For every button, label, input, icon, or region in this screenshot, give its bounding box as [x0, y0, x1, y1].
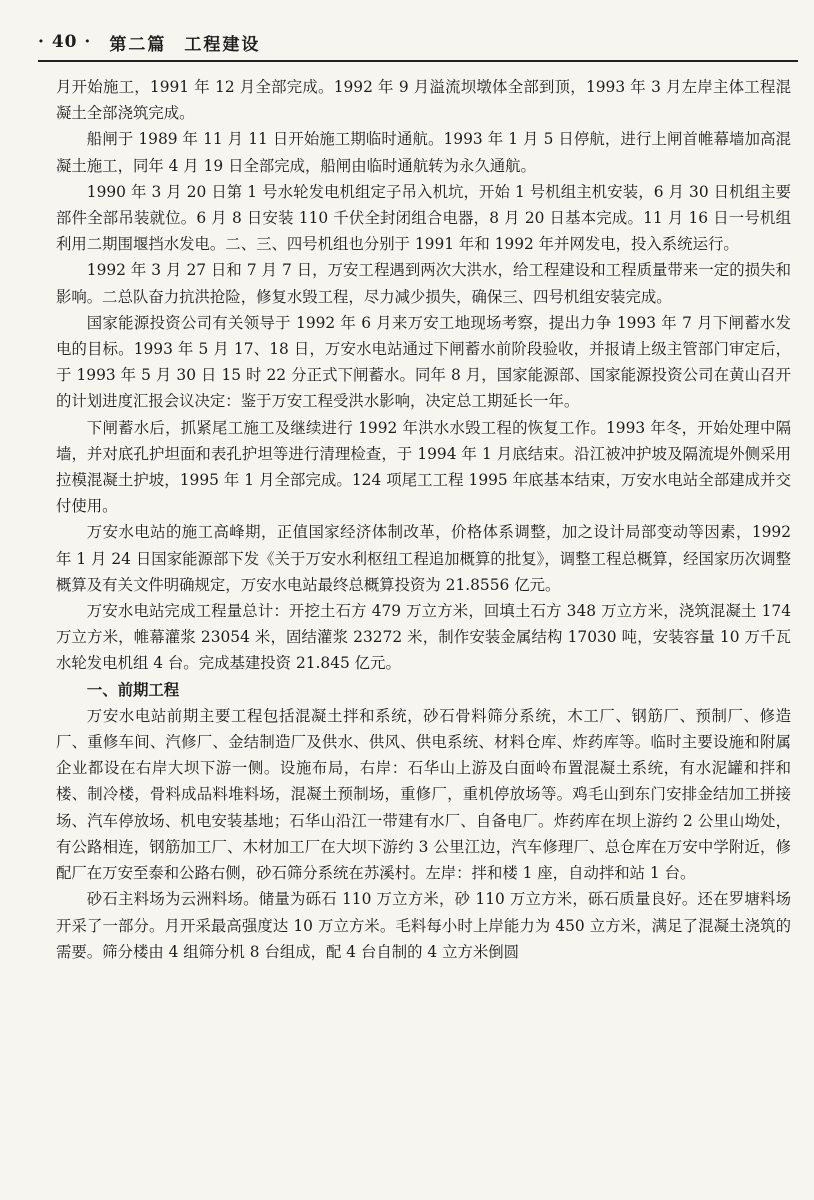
- page-header: [38, 24, 778, 60]
- paragraph: 船闸于 1989 年 11 月 11 日开始施工期临时通航。1993 年 1 月 5 日停航，进行上闸首帷幕墙加高混凝土施工，同年 4 月 19 日全部完成，船闸由临时通航转为永久通航。: [56, 130, 791, 175]
- paragraph: 万安水电站的施工高峰期，正值国家经济体制改革，价格体系调整，加之设计局部变动等因素，1992 年 1 月 24 日国家能源部下发《关于万安水利枢纽工程追加概算的批复》，调整工程总概算，经国家历次调整概算及有关文件明确规定，万安水电站最终总概算投资为 21.8556 亿元。: [56, 523, 791, 594]
- paragraph: 1990 年 3 月 20 日第 1 号水轮发电机组定子吊入机坑，开始 1 号机组主机安装，6 月 30 日机组主要部件全部吊装就位。6 月 8 日安装 110 千伏全封闭组合电器，8 月 20 日基本完成。11 月 16 日一号机组利用二期围堰挡水发电。二、三、四号机组也分别于 1991 年和 1992 年并网发电，投入系统运行。: [56, 182, 791, 254]
- page-number: · 40 ·: [38, 32, 92, 52]
- paragraph: 砂石主料场为云洲料场。储量为砾石 110 万立方米，砂 110 万立方米，砾石质量良好。还在罗塘料场开采了一部分。月开采最高强度达 10 万立方米。毛料每小时上岸能力为 450 立方米，满足了混凝土浇筑的需要。筛分楼由 4 组筛分机 8 台组成，配 4 台自制的 4 立方米倒圆: [56, 890, 791, 961]
- section-title: 工程建设: [184, 34, 261, 55]
- paragraph: 1992 年 3 月 27 日和 7 月 7 日，万安工程遇到两次大洪水，给工程建设和工程质量带来一定的损失和影响。二总队奋力抗洪抢险，修复水毁工程，尽力减少损失，确保三、四号机组安装完成。: [56, 261, 791, 306]
- paragraph: 万安水电站前期主要工程包括混凝土拌和系统，砂石骨料筛分系统，木工厂、钢筋厂、预制厂、修造厂、重修车间、汽修厂、金结制造厂及供水、供风、供电系统、材料仓库、炸药库等。临时主要设施和附属企业都设在右岸大坝下游一侧。设施布局，右岸：石华山上游及白面岭布置混凝土系统，有水泥罐和拌和楼、制冷楼，骨料成品料堆料场，混凝土预制场，重修厂，重机停放场等。鸡毛山到东门安排金结加工拼接场、汽车停放场、机电安装基地；石华山沿江一带建有水厂、自备电厂。炸药库在坝上游约 2 公里山坳处，有公路相连，钢筋加工厂、木材加工厂在大坝下游约 3 公里江边，汽车修理厂、总仓库在万安中学附近，修配厂在万安至泰和公路右侧，砂石筛分系统在苏溪村。左岸：拌和楼 1 座，自动拌和站 1 台。: [56, 706, 791, 883]
- paragraph: 万安水电站完成工程量总计：开挖土石方 479 万立方米，回填土石方 348 万立方米，浇筑混凝土 174 万立方米，帷幕灌浆 23054 米，固结灌浆 23272 米，制作安装金属结构 17030 吨，安装容量 10 万千瓦水轮发电机组 4 台。完成基建投资 21.845 亿元。: [56, 602, 791, 673]
- section-heading: 一、前期工程: [86, 680, 180, 699]
- header-rule: [38, 60, 798, 62]
- body-text: [56, 74, 791, 965]
- paragraph: 下闸蓄水后，抓紧尾工施工及继续进行 1992 年洪水水毁工程的恢复工作。1993 年冬，开始处理中隔墙，并对底孔护坦面和表孔护坦等进行清理检查，于 1994 年 1 月底结束。沿江被冲护坡及隔流堤外侧采用拉模混凝土护坡，1995 年 1 月全部完成。124 项尾工工程 1995 年底基本结束，万安水电站全部建成并交付使用。: [56, 418, 791, 516]
- paragraph: 国家能源投资公司有关领导于 1992 年 6 月来万安工地现场考察，提出力争 1993 年 7 月下闸蓄水发电的目标。1993 年 5 月 17、18 日，万安水电站通过下闸蓄水前阶段验收，并报请上级主管部门审定后，于 1993 年 5 月 30 日 15 时 22 分正式下闸蓄水。同年 8 月，国家能源部、国家能源投资公司在黄山召开的计划进度汇报会议决定：鉴于万安工程受洪水影响，决定总工期延长一年。: [56, 313, 791, 411]
- paragraph: 月开始施工，1991 年 12 月全部完成。1992 年 9 月溢流坝墩体全部到顶，1993 年 3 月左岸主体工程混凝土全部浇筑完成。: [56, 78, 791, 123]
- part-title: 第二篇: [109, 34, 167, 55]
